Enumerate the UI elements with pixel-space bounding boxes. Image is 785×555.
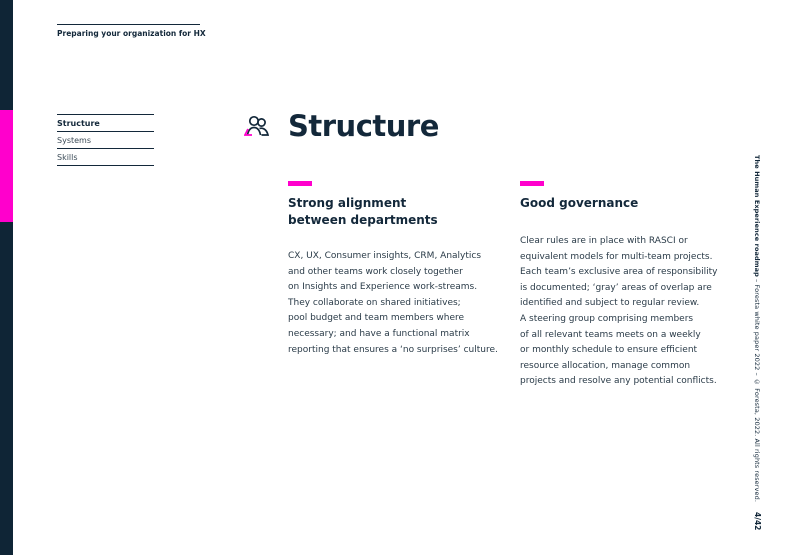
column-body bbox=[520, 234, 735, 390]
body-line: CX, UX, Consumer insights, CRM, Analytics bbox=[288, 251, 482, 261]
column-heading bbox=[520, 195, 735, 212]
heading-line: Strong alignment bbox=[288, 196, 407, 210]
body-line: on Insights and Experience work-streams. bbox=[288, 282, 478, 293]
footer-copyright: – Foresta white paper 2022 – © Foresta, 2022. All rights reserved. bbox=[753, 276, 761, 502]
heading-line: between departments bbox=[288, 213, 438, 227]
column-strong-alignment bbox=[288, 181, 503, 358]
people-icon bbox=[244, 114, 272, 138]
body-line: resource allocation, manage common bbox=[520, 360, 691, 371]
body-line: and other teams work closely together bbox=[288, 266, 463, 277]
body-line: A steering group comprising members bbox=[520, 313, 694, 324]
body-line: identified and subject to regular review. bbox=[520, 298, 700, 309]
nav-item-systems[interactable]: Systems bbox=[57, 131, 154, 148]
accent-bar bbox=[520, 181, 544, 186]
body-line: reporting that ensures a ‘no surprises’ culture. bbox=[288, 344, 498, 355]
column-body bbox=[288, 249, 503, 358]
page-title: Structure bbox=[288, 109, 439, 143]
body-line: equivalent models for multi-team projects. bbox=[520, 251, 713, 262]
body-line: pool budget and team members where bbox=[288, 313, 465, 324]
body-line: or monthly schedule to ensure efficient bbox=[520, 345, 698, 356]
accent-bar bbox=[288, 181, 312, 186]
column-heading bbox=[288, 195, 503, 229]
section-nav bbox=[57, 114, 154, 166]
nav-divider bbox=[57, 165, 154, 166]
nav-item-skills[interactable]: Skills bbox=[57, 148, 154, 165]
footer-title: The Human Experience roadmap bbox=[753, 155, 761, 277]
body-line: Each team’s exclusive area of responsibility bbox=[520, 267, 718, 278]
footer-credit bbox=[753, 155, 761, 502]
column-good-governance bbox=[520, 181, 735, 390]
left-edge-bar bbox=[0, 0, 13, 555]
body-line: projects and resolve any potential conflicts. bbox=[520, 376, 717, 387]
body-line: necessary; and have a functional matrix bbox=[288, 328, 470, 339]
body-line: is documented; ‘gray’ areas of overlap are bbox=[520, 282, 712, 293]
nav-item-structure[interactable]: Structure bbox=[57, 114, 154, 131]
left-edge-accent bbox=[0, 110, 13, 222]
body-line: of all relevant teams meets on a weekly bbox=[520, 329, 701, 340]
body-line: Clear rules are in place with RASCI or bbox=[520, 236, 688, 246]
running-head: Preparing your organization for HX bbox=[57, 24, 200, 38]
heading-line: Good governance bbox=[520, 196, 639, 210]
page-number: 4/42 bbox=[753, 512, 762, 531]
body-line: They collaborate on shared initiatives; bbox=[288, 297, 461, 308]
